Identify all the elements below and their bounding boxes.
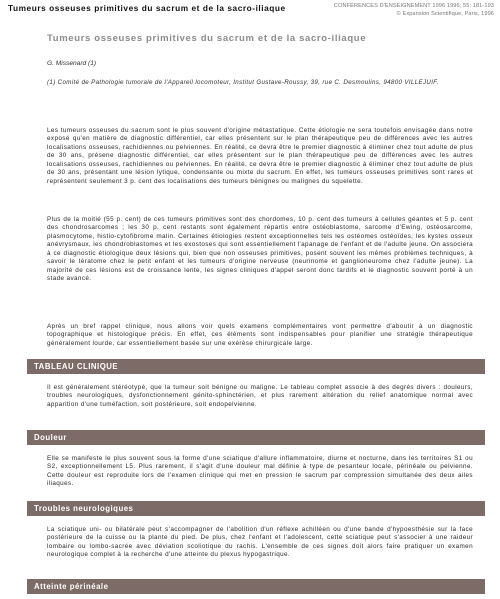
section-text-troubles-neurologiques: La sciatique uni- ou bilatérale peut s'accompagner de l'abolition d'un réflexe achilléen ou d'une bande d'hypoesthésie sur la face postérieure de la cuisse ou la plante du pied. De plus, chez l'enfant et l'adolescent, cette sciatique peut s'associer à une raideur lombaire ou lombo-sacrée avec déviation scoliotique du rachis. L'ensemble de ces signes doit alors faire pratiquer un examen neurologique complet à la recherche d'une atteinte du plexus hypogastrique. [47,526,473,559]
section-heading-tableau-clinique: TABLEAU CLINIQUE [27,359,485,374]
section-heading-douleur: Douleur [27,430,485,445]
author: G. Missenard (1) [47,60,97,67]
running-title: Tumeurs osseuses primitives du sacrum et de la sacro-iliaque [8,3,286,13]
copyright-line: © Expansion Scientifique, Paris, 1996 [396,10,494,17]
affiliation: (1) Comité de Pathologie tumorale de l'Appareil locomoteur, Institut Gustave-Roussy, 39, rue C. Desmoulins, 94800 VILLEJUIF. [47,79,439,86]
journal-info [294,3,494,18]
intro-paragraph-2: Plus de la moitié (55 p. cent) de ces tumeurs primitives sont des chordomes, 10 p. cent des tumeurs à cellules géantes et 5 p. cent des chondrosarcomes ; les 30 p. cent restants sont également répartis entre ostéoblastome, sarcome d'Ewing, ostéosarcome, plasmocytome, histio-cytofibrome malin. Certaines étiologies restent exceptionnelles tels les ostéomes ostéoïdes, les kystes osseux anévrysmaux, les chondroblastomes et les exostoses qui sont essentiellement l'apanage de l'enfant et de l'adulte jeune. On associera à ce diagnostic étiologique deux lésions qui, bien que non osseuses primitives, posent souvent les mêmes problèmes techniques, à savoir le tératome chez le petit enfant et les tumeurs d'origine nerveuse (neurinome et ganglioneurome chez l'adulte jeune). La majorité de ces lésions est de croissance lente, les signes cliniques d'appel seront donc tardifs et le diagnostic souvent porté à un stade avancé. [47,216,473,283]
journal-citation: CONFÉRENCES D'ENSEIGNEMENT 1996 1996; 55: 181-193 [333,3,494,9]
intro-paragraph-3: Après un bref rappel clinique, nous allons voir quels examens complémentaires vont permettre d'aboutir à un diagnostic topographique et histologique précis. En effet, ces éléments sont indispensables pour planifier une stratégie thérapeutique généralement lourde, car essentiellement basée sur une exérèse chirurgicale large. [47,323,473,347]
section-text-douleur: Elle se manifeste le plus souvent sous la forme d'une sciatique d'allure inflammatoire, diurne et nocturne, dans les territoires S1 ou S2, exceptionnellement L5. Plus rarement, il s'agit d'une douleur mal définie à type de pesanteur locale, périnéale ou pelvienne. Cette douleur est reproduite lors de l'examen clinique qui met en pression le sacrum par compression simultanée des deux ailes iliaques. [47,455,473,488]
section-heading-troubles-neurologiques: Troubles neurologiques [27,501,485,516]
intro-paragraph-1: Les tumeurs osseuses du sacrum sont le plus souvent d'origine métastatique. Cette étiologie ne sera toutefois envisagée dans notre exposé qu'en matière de diagnostic différentiel, car elles présentent sur le plan thérapeutique peu de différences avec les autres localisations osseuses, rachidiennes ou pelviennes. En réalité, ce devra être le premier diagnostic à éliminer chez tout adulte de plus de 30 ans, présene diagnostic différentiel, car elles présentent sur le plan thérapeutique peu de différences avec les autres localisations osseuses, rachidiennes ou pelviennes. En réalité, ce devra être le premier diagnostic à éliminer chez tout adulte de plus de 30 ans, présentant une lésion lytique, condensante ou mixte du sacrum. En effet, les tumeurs osseuses primitives sont rares et représentent seulement 3 p. cent des localisations des tumeurs bénignes ou malignes du squelette. [47,127,473,185]
section-heading-atteinte-perineale: Atteinte périnéale [27,579,485,594]
article-title: Tumeurs osseuses primitives du sacrum et de la sacro-iliaque [47,33,367,44]
section-text-tableau-clinique: Il est généralement stéréotypé, que la tumeur soit bénigne ou maligne. Le tableau complet associe à des degrés divers : douleurs, troubles neurologiques, dysfonctionnement génito-sphinctérien, et plus rarement altération du relief anatomique normal avec apparition d'une tuméfaction, soit postérieure, soit endopelvienne. [47,384,473,408]
